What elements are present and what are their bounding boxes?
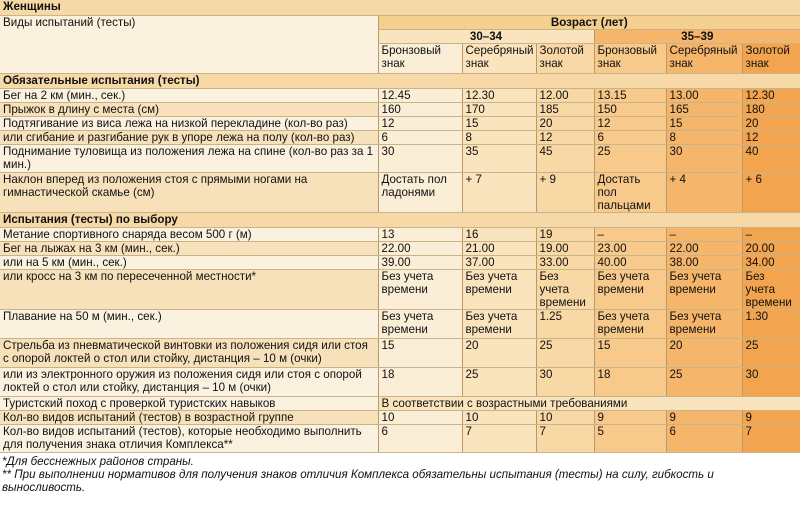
norm-value: 33.00 (536, 255, 594, 269)
norm-value: 13.15 (594, 88, 666, 102)
test-name: Наклон вперед из положения стоя с прямыми ногами на гимнастической скамье (см) (0, 172, 378, 212)
norm-value: 10 (536, 410, 594, 424)
norm-value: Без учета времени (594, 309, 666, 338)
test-name: или на 5 км (мин., сек.) (0, 255, 378, 269)
norm-value: 7 (742, 424, 800, 452)
norm-value: Без учета времени (378, 309, 462, 338)
test-name: Плавание на 50 м (мин., сек.) (0, 309, 378, 338)
test-name: Поднимание туловища из положения лежа на спине (кол-во раз за 1 мин.) (0, 144, 378, 172)
norm-value: 18 (594, 367, 666, 396)
norm-value: 20 (666, 338, 742, 367)
table-row (0, 144, 800, 172)
norm-value: 20 (742, 116, 800, 130)
norm-value: 34.00 (742, 255, 800, 269)
norm-value: 6 (594, 130, 666, 144)
norm-value: 13.00 (666, 88, 742, 102)
norm-value: Без учета времени (462, 269, 536, 309)
norm-value: 10 (378, 410, 462, 424)
norm-value: 1.25 (536, 309, 594, 338)
badge-bronze-30-34: Бронзовый знак (378, 43, 462, 73)
badge-silver-30-34: Серебряный знак (462, 43, 536, 73)
table-row (0, 367, 800, 396)
section-mandatory: Обязательные испытания (тесты) (0, 73, 800, 88)
norm-value: 37.00 (462, 255, 536, 269)
norm-value: 12.00 (536, 88, 594, 102)
norm-value: 38.00 (666, 255, 742, 269)
norm-value: 6 (378, 424, 462, 452)
norm-value: 30 (666, 144, 742, 172)
table-row (0, 130, 800, 144)
norm-value: 170 (462, 102, 536, 116)
table-row (0, 172, 800, 212)
norm-value: 21.00 (462, 241, 536, 255)
norm-value: 25 (666, 367, 742, 396)
norm-value: 6 (666, 424, 742, 452)
table-title: Женщины (0, 0, 800, 15)
norm-value: 15 (462, 116, 536, 130)
norm-value: 12 (594, 116, 666, 130)
norm-value: – (594, 227, 666, 241)
norm-value: 45 (536, 144, 594, 172)
test-name: Метание спортивного снаряда весом 500 г (м) (0, 227, 378, 241)
footnote-2: ** При выполнении нормативов для получения знаков отличия Комплекса обязательны испытания (тесты) на силу, гибкость и выносливость. (2, 468, 714, 494)
norm-value: 12 (536, 130, 594, 144)
norm-value: 22.00 (666, 241, 742, 255)
norm-value: 35 (462, 144, 536, 172)
norm-value: Без учета времени (594, 269, 666, 309)
norm-value: 165 (666, 102, 742, 116)
norm-value: Без учета времени (536, 269, 594, 309)
norm-value: 10 (462, 410, 536, 424)
norm-value: 9 (666, 410, 742, 424)
test-name: Прыжок в длину с места (см) (0, 102, 378, 116)
test-name: Бег на 2 км (мин., сек.) (0, 88, 378, 102)
norm-value: 40 (742, 144, 800, 172)
norm-value: 15 (594, 338, 666, 367)
norm-value: 1.30 (742, 309, 800, 338)
norm-value: 19.00 (536, 241, 594, 255)
norm-value: 5 (594, 424, 666, 452)
norm-value: 30 (536, 367, 594, 396)
table-row (0, 396, 800, 410)
table-row (0, 116, 800, 130)
norm-value: 12.30 (462, 88, 536, 102)
section-optional: Испытания (тесты) по выбору (0, 212, 800, 227)
badge-gold-35-39: Золотой знак (742, 43, 800, 73)
norm-value: + 4 (666, 172, 742, 212)
age-header: Возраст (лет) (378, 15, 800, 29)
norm-value: 23.00 (594, 241, 666, 255)
test-name: или кросс на 3 км по пересеченной местности* (0, 269, 378, 309)
norm-value: + 6 (742, 172, 800, 212)
norm-value: 12 (378, 116, 462, 130)
norm-value: 9 (594, 410, 666, 424)
test-name: или из электронного оружия из положения сидя или стоя с опорой локтей о стол или стойку, дистанция – 10 м (очки) (0, 367, 378, 396)
norm-value: 16 (462, 227, 536, 241)
tests-column-header: Виды испытаний (тесты) (0, 15, 378, 73)
table-row (0, 410, 800, 424)
norm-value: 6 (378, 130, 462, 144)
table-row (0, 309, 800, 338)
norm-value: 15 (378, 338, 462, 367)
test-name: или сгибание и разгибание рук в упоре лежа на полу (кол-во раз) (0, 130, 378, 144)
norm-value: Достать пол пальцами (594, 172, 666, 212)
norm-value: + 9 (536, 172, 594, 212)
table-row (0, 424, 800, 452)
norm-value: 13 (378, 227, 462, 241)
test-name: Стрельба из пневматической винтовки из положения сидя или стоя с опорой локтей о стол или стойку, дистанция – 10 м (очки) (0, 338, 378, 367)
tourist-requirement: В соответствии с возрастными требованиями (378, 396, 800, 410)
test-name: Туристский поход с проверкой туристских навыков (0, 396, 378, 410)
table-row (0, 227, 800, 241)
norm-value: 7 (462, 424, 536, 452)
norm-value: 185 (536, 102, 594, 116)
age-group-30-34: 30–34 (378, 29, 594, 43)
table-row (0, 255, 800, 269)
norm-value: 15 (666, 116, 742, 130)
norm-value: 25 (462, 367, 536, 396)
norm-value: 150 (594, 102, 666, 116)
norm-value: Без учета времени (666, 309, 742, 338)
norm-value: 160 (378, 102, 462, 116)
norm-value: 12 (742, 130, 800, 144)
norm-value: 8 (462, 130, 536, 144)
norm-value: 8 (666, 130, 742, 144)
norm-value: Без учета времени (666, 269, 742, 309)
age-group-35-39: 35–39 (594, 29, 800, 43)
norm-value: – (742, 227, 800, 241)
norm-value: 12.30 (742, 88, 800, 102)
norm-value: – (666, 227, 742, 241)
norm-value: + 7 (462, 172, 536, 212)
norm-value: Без учета времени (742, 269, 800, 309)
badge-silver-35-39: Серебряный знак (666, 43, 742, 73)
norm-value: Достать пол ладонями (378, 172, 462, 212)
table-row (0, 102, 800, 116)
norm-value: 22.00 (378, 241, 462, 255)
norm-value: 180 (742, 102, 800, 116)
test-name: Бег на лыжах на 3 км (мин., сек.) (0, 241, 378, 255)
norm-value: 39.00 (378, 255, 462, 269)
norm-value: 40.00 (594, 255, 666, 269)
table-row (0, 241, 800, 255)
test-name: Подтягивание из виса лежа на низкой перекладине (кол-во раз) (0, 116, 378, 130)
test-name: Кол-во видов испытаний (тестов) в возрастной группе (0, 410, 378, 424)
table-row (0, 88, 800, 102)
norm-value: Без учета времени (462, 309, 536, 338)
footnotes (0, 455, 800, 494)
norm-value: 18 (378, 367, 462, 396)
badge-gold-30-34: Золотой знак (536, 43, 594, 73)
norm-value: Без учета времени (378, 269, 462, 309)
norm-value: 25 (594, 144, 666, 172)
norm-value: 25 (742, 338, 800, 367)
norm-value: 9 (742, 410, 800, 424)
norm-value: 30 (378, 144, 462, 172)
table-row (0, 269, 800, 309)
badge-bronze-35-39: Бронзовый знак (594, 43, 666, 73)
norm-value: 20 (462, 338, 536, 367)
norm-value: 20.00 (742, 241, 800, 255)
test-name: Кол-во видов испытаний (тестов), которые необходимо выполнить для получения знака отличия Комплекса** (0, 424, 378, 452)
norm-value: 12.45 (378, 88, 462, 102)
norm-value: 20 (536, 116, 594, 130)
norm-value: 7 (536, 424, 594, 452)
norm-value: 19 (536, 227, 594, 241)
norm-value: 25 (536, 338, 594, 367)
table-row (0, 338, 800, 367)
norm-value: 30 (742, 367, 800, 396)
footnote-1: *Для бесснежных районов страны. (2, 455, 194, 468)
